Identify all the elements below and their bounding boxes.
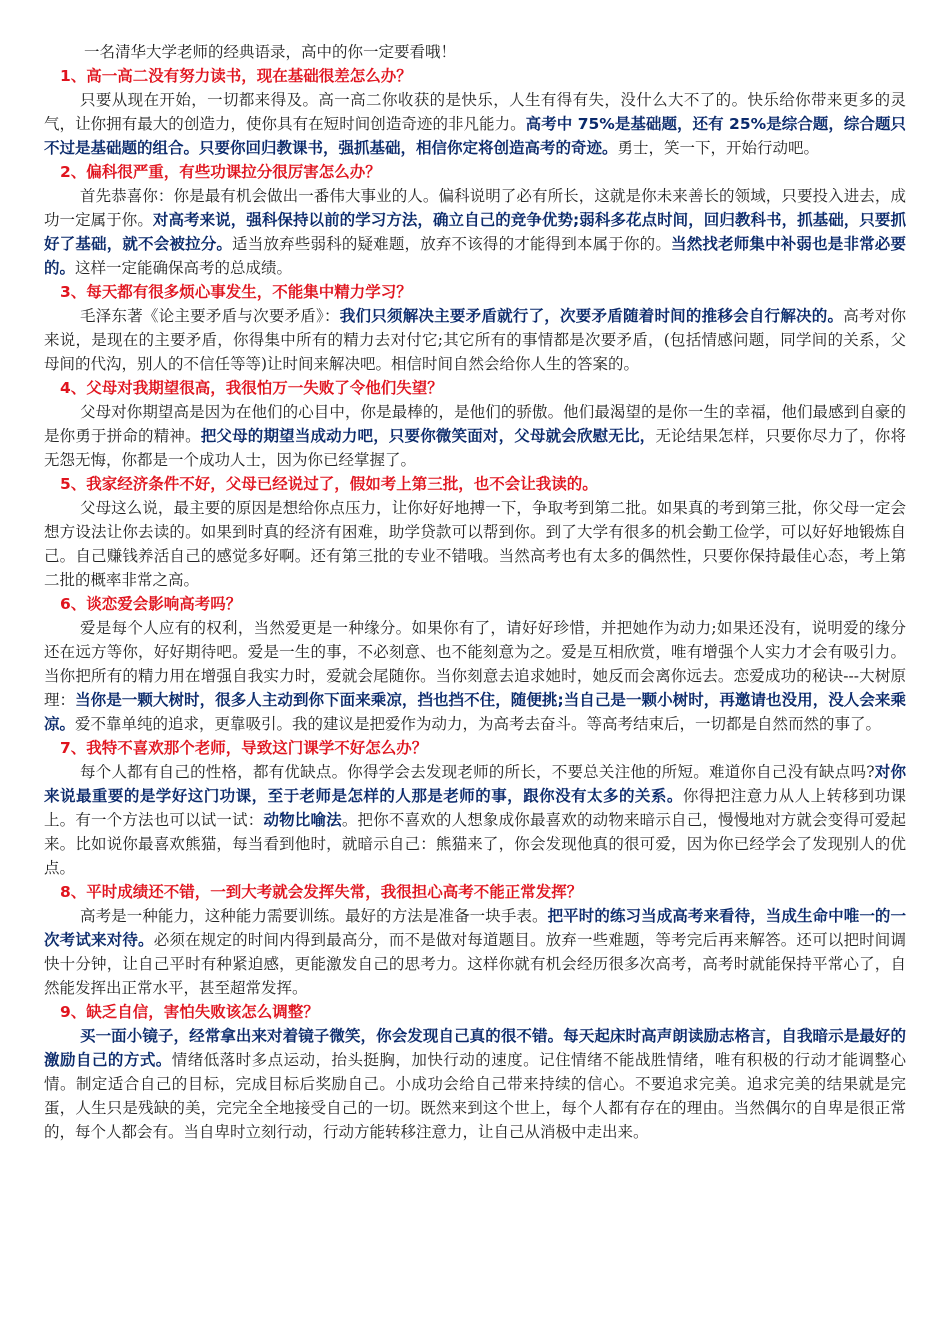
- sections-container: [44, 64, 906, 1144]
- answer-paragraph: [44, 904, 906, 1000]
- answer-text: 你得把注意力从人上转移到功课上。有一个方法也可以试一试：: [44, 787, 906, 829]
- question-heading: 7、我特不喜欢那个老师，导致这门课学不好怎么办？: [60, 739, 428, 757]
- answer-emphasis: 动物比喻法: [263, 811, 342, 829]
- answer-emphasis: 当然找老师集中补弱也是非常必要的。: [44, 235, 906, 277]
- answer-paragraph: [44, 1024, 906, 1144]
- answer-text: 毛泽东著《论主要矛盾与次要矛盾》：: [80, 307, 340, 325]
- answer-text: 首先恭喜你：你是最有机会做出一番伟大事业的人。偏科说明了必有所长，这就是你未来善长的领域，只要投入进去，成功一定属于你。: [44, 187, 906, 229]
- answer-text: 适当放弃些弱科的疑难题，放弃不该得的才能得到本属于你的。: [232, 235, 672, 253]
- answer-paragraph: [44, 400, 906, 472]
- answer-text: 只要从现在开始，一切都来得及。高一高二你收获的是快乐，人生有得有失，没什么大不了的。快乐给你带来更多的灵气，让你拥有最大的创造力，使你具有在短时间创造奇迹的非凡能力。: [44, 91, 906, 133]
- intro-line: 一名清华大学老师的经典语录，高中的你一定要看哦！: [84, 43, 457, 61]
- question-heading: 3、每天都有很多烦心事发生，不能集中精力学习？: [60, 283, 412, 301]
- answer-paragraph: [44, 88, 906, 160]
- answer-text: 父母对你期望高是因为在他们的心目中，你是最棒的，是他们的骄傲。他们最渴望的是你一生的幸福，他们最感到自豪的是你勇于拼命的精神。: [44, 403, 906, 445]
- answer-text: 爱不靠单纯的追求，更靠吸引。我的建议是把爱作为动力，为高考去奋斗。等高考结束后，一切都是自然而然的事了。: [75, 715, 882, 733]
- answer-emphasis: 把平时的练习当成高考来看待，当成生命中唯一的一次考试来对待。: [44, 907, 906, 949]
- answer-emphasis: 买一面小镜子，经常拿出来对着镜子微笑，你会发现自己真的很不错。每天起床时高声朗读励志格言，自我暗示是最好的激励自己的方式。: [44, 1027, 906, 1069]
- answer-emphasis: 对高考来说，强科保持以前的学习方法，确立自己的竞争优势;弱科多花点时间，回归教科书，抓基础，只要抓好了基础，就不会被拉分。: [44, 211, 906, 253]
- answer-emphasis: 把父母的期望当成动力吧，只要你微笑面对，父母就会欣慰无比，: [200, 427, 656, 445]
- answer-paragraph: [44, 304, 906, 376]
- answer-paragraph: [44, 184, 906, 280]
- question-heading: 8、平时成绩还不错，一到大考就会发挥失常，我很担心高考不能正常发挥？: [60, 883, 583, 901]
- answer-paragraph: [44, 496, 906, 592]
- answer-emphasis: 当你是一颗大树时，很多人主动到你下面来乘凉，挡也挡不住，随便挑;当自己是一颗小树时，再邀请也没用，没人会来乘凉。: [44, 691, 906, 733]
- answer-text: 高考是一种能力，这种能力需要训练。最好的方法是准备一块手表。: [80, 907, 548, 925]
- answer-text: 高考对你来说，是现在的主要矛盾，你得集中所有的精力去对付它;其它所有的事情都是次要矛盾，(包括情感问题，同学间的关系，父母间的代沟，别人的不信任等等)让时间来解决吧。相信时间自然会给你人生的答案的。: [44, 307, 906, 373]
- answer-text: 必须在规定的时间内得到最高分，而不是做对每道题目。放弃一些难题，等考完后再来解答。还可以把时间调快十分钟，让自己平时有种紧迫感，更能激发自己的思考力。这样你就有机会经历很多次高考，高考时就能保持平常心了，自然能发挥出正常水平，甚至超常发挥。: [44, 931, 906, 997]
- question-heading: 2、偏科很严重，有些功课拉分很厉害怎么办？: [60, 163, 381, 181]
- answer-text: 。把你不喜欢的人想象成你最喜欢的动物来暗示自己，慢慢地对方就会变得可爱起来。比如说你最喜欢熊猫，每当看到他时，就暗示自己：熊猫来了，你会发现他真的很可爱，因为你已经学会了发现别人的优点。: [44, 811, 906, 877]
- answer-text: 爱是每个人应有的权利，当然爱更是一种缘分。如果你有了，请好好珍惜，并把她作为动力;如果还没有，说明爱的缘分还在远方等你，好好期待吧。爱是一生的事，不必刻意、也不能刻意为之。爱是互相欣赏，唯有增强个人实力才会有吸引力。当你把所有的精力用在增强自我实力时，爱就会尾随你。当你刻意去追求她时，她反而会离你远去。恋爱成功的秘诀---大树原理：: [44, 619, 906, 709]
- answer-paragraph: [44, 616, 906, 736]
- question-heading: 4、父母对我期望很高，我很怕万一失败了令他们失望？: [60, 379, 443, 397]
- question-heading: 6、谈恋爱会影响高考吗？: [60, 595, 242, 613]
- answer-emphasis: 我们只须解决主要矛盾就行了，次要矛盾随着时间的推移会自行解决的。: [339, 307, 844, 325]
- answer-emphasis: 高考中 75%是基础题，还有 25%是综合题，综合题只不过是基础题的组合。只要你回归教课书，强抓基础，相信你定将创造高考的奇迹。: [44, 115, 906, 157]
- answer-text: 父母这么说，最主要的原因是想给你点压力，让你好好地搏一下，争取考到第二批。如果真的考到第三批，你父母一定会想方设法让你去读的。如果到时真的经济有困难，助学贷款可以帮到你。到了大学有很多的机会勤工俭学，可以好好地锻炼自己。自己赚钱养活自己的感觉多好啊。还有第三批的专业不错哦。当然高考也有太多的偶然性，只要你保持最佳心态，考上第二批的概率非常之高。: [44, 499, 906, 589]
- question-heading: 1、高一高二没有努力读书，现在基础很差怎么办？: [60, 67, 412, 85]
- question-heading: 5、我家经济条件不好，父母已经说过了，假如考上第三批，也不会让我读的。: [60, 475, 598, 493]
- answer-text: 无论结果怎样，只要你尽力了，你将无怨无悔，你都是一个成功人士，因为你已经掌握了。: [44, 427, 906, 469]
- answer-paragraph: [44, 760, 906, 880]
- answer-text: 勇士，笑一下，开始行动吧。: [617, 139, 820, 157]
- question-heading: 9、缺乏自信，害怕失败该怎么调整？: [60, 1003, 319, 1021]
- answer-text: 每个人都有自己的性格，都有优缺点。你得学会去发现老师的所长，不要总关注他的所短。难道你自己没有缺点吗?: [80, 763, 875, 781]
- answer-text: 情绪低落时多点运动，抬头挺胸，加快行动的速度。记住情绪不能战胜情绪，唯有积极的行动才能调整心情。制定适合自己的目标，完成目标后奖励自己。小成功会给自己带来持续的信心。不要追求完美。追求完美的结果就是完蛋，人生只是残缺的美，完完全全地接受自己的一切。既然来到这个世上，每个人都有存在的理由。当然偶尔的自卑是很正常的，每个人都会有。当自卑时立刻行动，行动方能转移注意力，让自己从消极中走出来。: [44, 1051, 906, 1141]
- answer-text: 这样一定能确保高考的总成绩。: [75, 259, 293, 277]
- answer-emphasis: 对你来说最重要的是学好这门功课，至于老师是怎样的人那是老师的事，跟你没有太多的关系。: [44, 763, 906, 805]
